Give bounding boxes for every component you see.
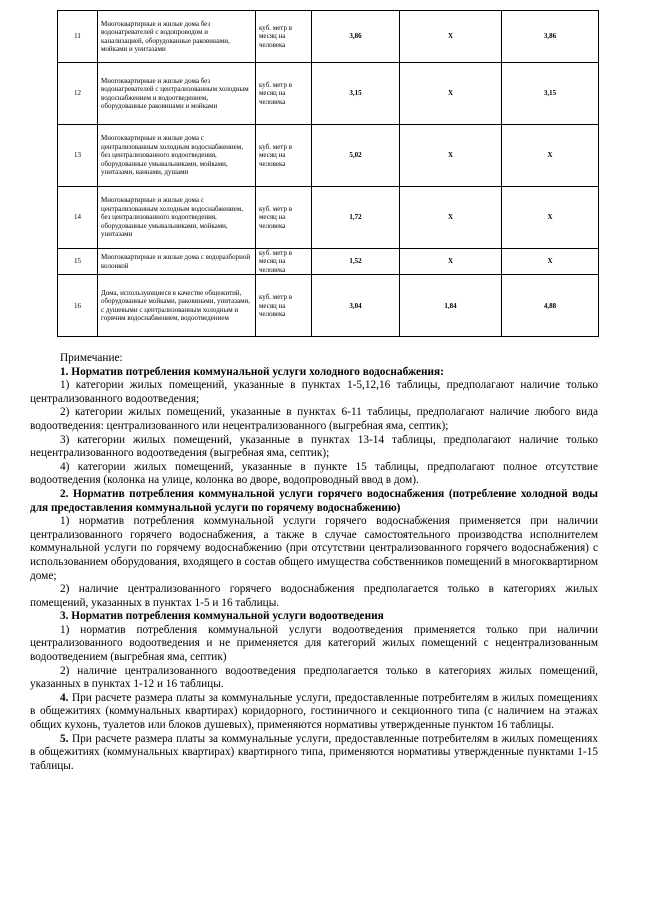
cold-water-norm-cell: 1,52 [312, 249, 400, 275]
section-1-heading: 1. Норматив потребления коммунальной услуги холодного водоснабжения: [60, 365, 444, 378]
section-2-item: 2) наличие централизованного горячего водоснабжения предполагается только в категориях жилых помещений, указанных в пунктах 1-5 и 16 таблицы. [30, 583, 598, 609]
wastewater-norm-cell: 3,15 [502, 63, 599, 125]
cold-water-norm-cell: 3,86 [312, 11, 400, 63]
section-2-item: 1) норматив потребления коммунальной услуги горячего водоснабжения применяется при наличии централизованного горячего водоснабжения, а также в случае самостоятельного производства исполнителем коммунальной услуги по горячему водоснабжению (при отсутствии централизованного горячего водоснабжения) с использованием оборудования, входящего в состав общего имущества собственников помещений в многоквартирном доме; [30, 515, 598, 582]
hot-water-norm-cell: X [400, 187, 502, 249]
cold-water-norm-cell: 3,15 [312, 63, 400, 125]
wastewater-norm-cell: X [502, 249, 599, 275]
note-title: Примечание: [60, 352, 123, 364]
section-1-item: 2) категории жилых помещений, указанные в пунктах 6-11 таблицы, предполагают наличие любого вида водоотведения: централизованного или нецентрализованного (выгребная яма, септик); [30, 406, 598, 432]
norms-table [57, 10, 599, 337]
row-number-cell: 11 [58, 11, 98, 63]
table-row [58, 63, 599, 125]
norms-table-body [58, 11, 599, 337]
table-row [58, 11, 599, 63]
table-row [58, 275, 599, 337]
section-5-paragraph: 5. При расчете размера платы за коммунальные услуги, предоставленные потребителям в жилых помещениях в общежитиях (коммунальных квартирах) квартирного типа, применяются нормативы утвержденные пунктами 1-15 таблицы. [30, 732, 598, 772]
cold-water-norm-cell: 5,02 [312, 125, 400, 187]
wastewater-norm-cell: 4,88 [502, 275, 599, 337]
section-3-item: 2) наличие централизованного водоотведения предполагается только в категориях жилых помещений, указанных в пунктах 1-12 и 16 таблицы. [30, 664, 598, 691]
table-row [58, 249, 599, 275]
row-description-cell: Дома, использующиеся в качестве общежитий, оборудованные мойками, раковинами, унитазами, с душевыми с централизованным холодным и горячим водоснабжением, водоотведением [98, 275, 256, 337]
row-unit-cell: куб. метр в месяц на человека [256, 11, 312, 63]
row-unit-cell: куб. метр в месяц на человека [256, 275, 312, 337]
cold-water-norm-cell: 1,72 [312, 187, 400, 249]
hot-water-norm-cell: X [400, 249, 502, 275]
row-number-cell: 12 [58, 63, 98, 125]
hot-water-norm-cell: X [400, 125, 502, 187]
row-unit-cell: куб. метр в месяц на человека [256, 249, 312, 275]
hot-water-norm-cell: X [400, 11, 502, 63]
wastewater-norm-cell: X [502, 125, 599, 187]
row-description-cell: Многоквартирные и жилые дома с централизованным холодным водоснабжением, без централизованного водоотведения, оборудованные умывальниками, мойками, унитазами [98, 187, 256, 249]
row-number-cell: 13 [58, 125, 98, 187]
section-4-paragraph: 4. При расчете размера платы за коммунальные услуги, предоставленные потребителям в жилых помещениях в общежитиях (коммунальных квартирах) коридорного, гостиничного и секционного типа (с наличием на этажах общих кухонь, туалетов или блоков душевых), применяются нормативы утвержденные пунктом 16 таблицы. [30, 691, 598, 732]
wastewater-norm-cell: 3,86 [502, 11, 599, 63]
row-description-cell: Многоквартирные и жилые дома без водонагревателей с централизованным холодным водоснабжением и водоотведением, оборудованные раковинами и мойками [98, 63, 256, 125]
row-number-cell: 14 [58, 187, 98, 249]
wastewater-norm-cell: X [502, 187, 599, 249]
table-row [58, 125, 599, 187]
cold-water-norm-cell: 3,04 [312, 275, 400, 337]
row-number-cell: 16 [58, 275, 98, 337]
section-3-item: 1) норматив потребления коммунальной услуги водоотведения применяется только при наличии централизованного водоотведения и не применяется для категорий жилых помещений с нецентрализованным водоотведением (выгребная яма, септик) [30, 623, 598, 664]
hot-water-norm-cell: 1,84 [400, 275, 502, 337]
row-unit-cell: куб. метр в месяц на человека [256, 187, 312, 249]
section-1-item: 3) категории жилых помещений, указанные в пунктах 13-14 таблицы, предполагают наличие только нецентрализованного водоотведения (выгребная яма, септик); [30, 433, 598, 460]
hot-water-norm-cell: X [400, 63, 502, 125]
note-section [30, 352, 598, 773]
table-row [58, 187, 599, 249]
row-number-cell: 15 [58, 249, 98, 275]
section-1-item: 4) категории жилых помещений, указанные в пункте 15 таблицы, предполагают полное отсутствие водоотведения (колонка на улице, колонка во дворе, водопроводный ввод в дом). [30, 460, 598, 487]
row-description-cell: Многоквартирные и жилые дома без водонагревателей с водопроводом и канализацией, оборудованные раковинами, мойками и унитазами [98, 11, 256, 63]
row-description-cell: Многоквартирные и жилые дома с централизованным холодным водоснабжением, без централизованного водоотведения, оборудованные умывальниками, мойками, унитазами, ваннами, душами [98, 125, 256, 187]
row-description-cell: Многоквартирные и жилые дома с водоразборной колонкой [98, 249, 256, 275]
section-3-heading: 3. Норматив потребления коммунальной услуги водоотведения [60, 610, 384, 623]
row-unit-cell: куб. метр в месяц на человека [256, 125, 312, 187]
row-unit-cell: куб. метр в месяц на человека [256, 63, 312, 125]
section-2-heading: 2. Норматив потребления коммунальной услуги горячего водоснабжения (потребление холодной воды для предоставления коммунальной услуги по горячему водоснабжению) [30, 487, 598, 514]
section-1-item: 1) категории жилых помещений, указанные в пунктах 1-5,12,16 таблицы, предполагают наличие только централизованного водоотведения; [30, 379, 598, 405]
